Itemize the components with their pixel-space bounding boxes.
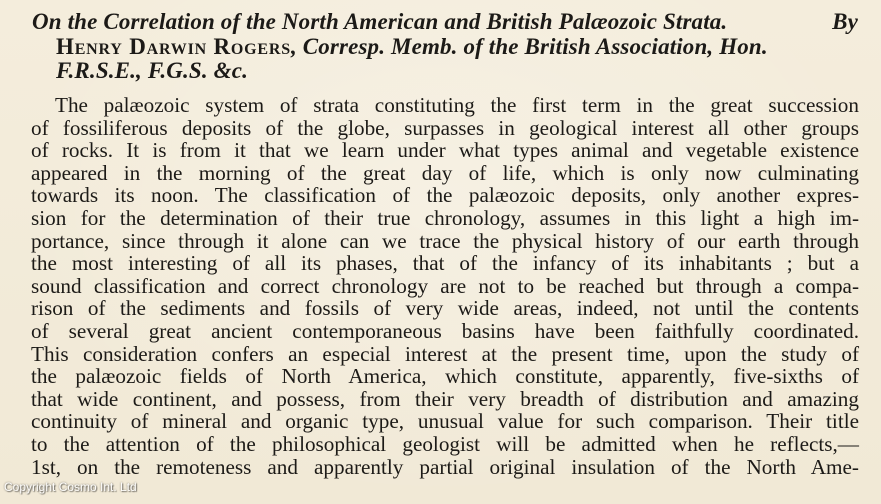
body-line: This consideration confers an especial interest at the present time, upon the study of <box>31 341 859 366</box>
body-line: towards its noon. The classification of the palæozoic deposits, only another expres- <box>31 183 859 208</box>
article-body <box>31 94 859 478</box>
article-title: On the Correlation of the North American and British Palæozoic Strata. <box>32 9 728 34</box>
body-line: sound classification and correct chronology are not to be reached but through a compa- <box>31 273 859 298</box>
body-line: of fossiliferous deposits of the globe, surpasses in geological interest all other groups <box>31 115 859 140</box>
body-line: rison of the sediments and fossils of very wide areas, indeed, not until the contents <box>31 296 859 321</box>
body-line: sion for the determination of their true chronology, assumes in this light a high im- <box>31 205 859 230</box>
body-line: continuity of mineral and organic type, unusual value for such comparison. Their title <box>31 409 859 434</box>
author-role: , Corresp. Memb. of the British Association, Hon. <box>290 33 768 59</box>
body-line: 1st, on the remoteness and apparently partial original insulation of the North Ame- <box>31 454 859 479</box>
body-line: of several great ancient contemporaneous basins have been faithfully coordinated. <box>31 318 859 343</box>
body-line: portance, since through it alone can we trace the physical history of our earth through <box>31 228 859 253</box>
title-line <box>32 10 858 35</box>
body-line: that wide continent, and possess, from their very breadth of distribution and amazing <box>31 386 859 411</box>
author-name: Henry Darwin Rogers <box>56 33 291 59</box>
copyright-watermark: Copyright Cosmo Int. Ltd <box>4 480 137 494</box>
by-label: By <box>832 9 858 34</box>
body-line: appeared in the morning of the great day of life, which is only now culminating <box>31 160 859 185</box>
article-heading <box>32 10 858 84</box>
author-credentials: F.R.S.E., F.G.S. &c. <box>56 58 248 83</box>
author-line <box>32 35 858 60</box>
body-line: the most interesting of all its phases, that of the infancy of its inhabitants ; but a <box>31 251 859 276</box>
body-line: The palæozoic system of strata constituting the first term in the great succession <box>55 93 859 117</box>
author-credentials-line <box>32 59 858 84</box>
body-line: of rocks. It is from it that we learn under what types animal and vegetable existence <box>31 138 859 163</box>
body-line: the palæozoic fields of North America, which constitute, apparently, five-sixths of <box>31 364 859 389</box>
body-line: to the attention of the philosophical geologist will be admitted when he reflects,— <box>31 431 859 456</box>
